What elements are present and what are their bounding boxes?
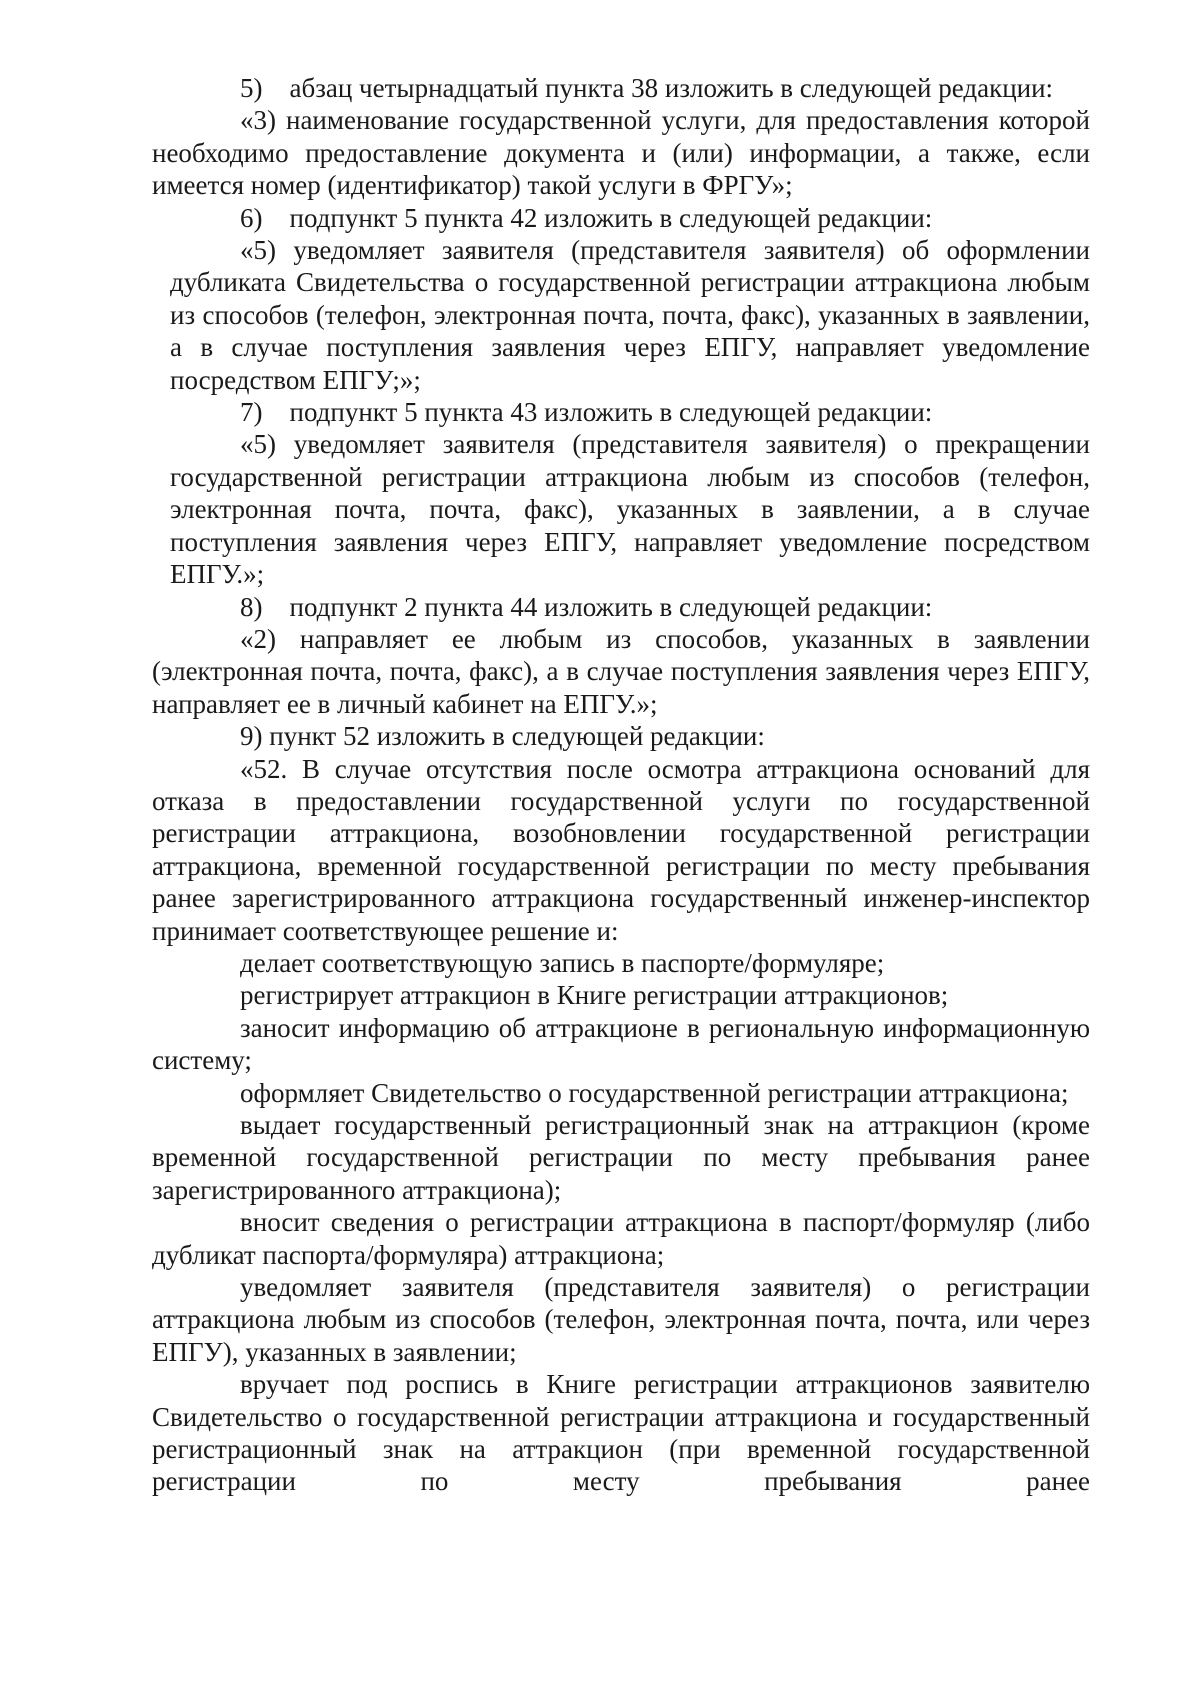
paragraph-action-enter-info: заносит информацию об аттракционе в региональную информационную систему; (152, 1012, 1090, 1076)
paragraph-quote-5-duplicate: «5) уведомляет заявителя (представителя заявителя) об оформлении дубликата Свидетельства о государственной регистрации аттракциона любым из способов (телефон, электронная почта, почта, факс), указанных в заявлении, а в случае поступления заявления через ЕПГУ, направляет уведомление посредством ЕПГУ;»; (170, 235, 1090, 395)
paragraph-item-5: 5) абзац четырнадцатый пункта 38 изложить в следующей редакции: (240, 73, 1054, 103)
paragraph-item-7: 7) подпункт 5 пункта 43 изложить в следующей редакции: (240, 397, 933, 428)
paragraph-action-hand-over: вручает под роспись в Книге регистрации аттракционов заявителю Свидетельство о государственной регистрации аттракциона и государственный регистрационный знак на аттракцион (при временной государственной регистрации по месту пребывания ранее (152, 1369, 1090, 1497)
paragraph-item-8: 8) подпункт 2 пункта 44 изложить в следующей редакции: (240, 591, 933, 622)
document-body (152, 72, 1090, 1498)
paragraph-item-6: 6) подпункт 5 пункта 42 изложить в следующей редакции: (240, 202, 933, 233)
paragraph-action-certificate: оформляет Свидетельство о государственной регистрации аттракциона; (240, 1077, 1069, 1108)
paragraph-action-passport: вносит сведения о регистрации аттракциона в паспорт/формуляр (либо дубликат паспорта/формуляра) аттракциона; (152, 1207, 1090, 1270)
paragraph-quote-5-termination: «5) уведомляет заявителя (представителя заявителя) о прекращении государственной регистрации аттракциона любым из способов (телефон, электронная почта, почта, факс), указанных в заявлении, а в случае поступления заявления через ЕПГУ, направляет уведомление посредством ЕПГУ.»; (170, 429, 1090, 590)
paragraph-action-issue-sign: выдает государственный регистрационный знак на аттракцион (кроме временной государственной регистрации по месту пребывания ранее зарегистрированного аттракциона); (152, 1110, 1090, 1205)
paragraph-action-register: регистрирует аттракцион в Книге регистрации аттракционов; (240, 980, 949, 1011)
paragraph-quote-2: «2) направляет ее любым из способов, указанных в заявлении (электронная почта, почта, факс), а в случае поступления заявления через ЕПГУ, направляет ее в личный кабинет на ЕПГУ.»; (152, 623, 1090, 719)
paragraph-action-record: делает соответствующую запись в паспорте/формуляре; (240, 947, 885, 978)
paragraph-action-notify: уведомляет заявителя (представителя заявителя) о регистрации аттракциона любым из способов (телефон, электронная почта, почта, или через ЕПГУ), указанных в заявлении; (152, 1272, 1090, 1367)
paragraph-quote-3: «3) наименование государственной услуги, для предоставления которой необходимо предоставление документа и (или) информации, а также, если имеется номер (идентификатор) такой услуги в ФРГУ»; (152, 105, 1090, 201)
paragraph-item-9: 9) пункт 52 изложить в следующей редакции: (240, 721, 765, 752)
paragraph-quote-52: «52. В случае отсутствия после осмотра аттракциона оснований для отказа в предоставлении государственной услуги по государственной регистрации аттракциона, возобновлении государственной регистрации аттракциона, временной государственной регистрации по месту пребывания ранее зарегистрированного аттракциона государственный инженер-инспектор принимает соответствующее решение и: (152, 753, 1090, 946)
